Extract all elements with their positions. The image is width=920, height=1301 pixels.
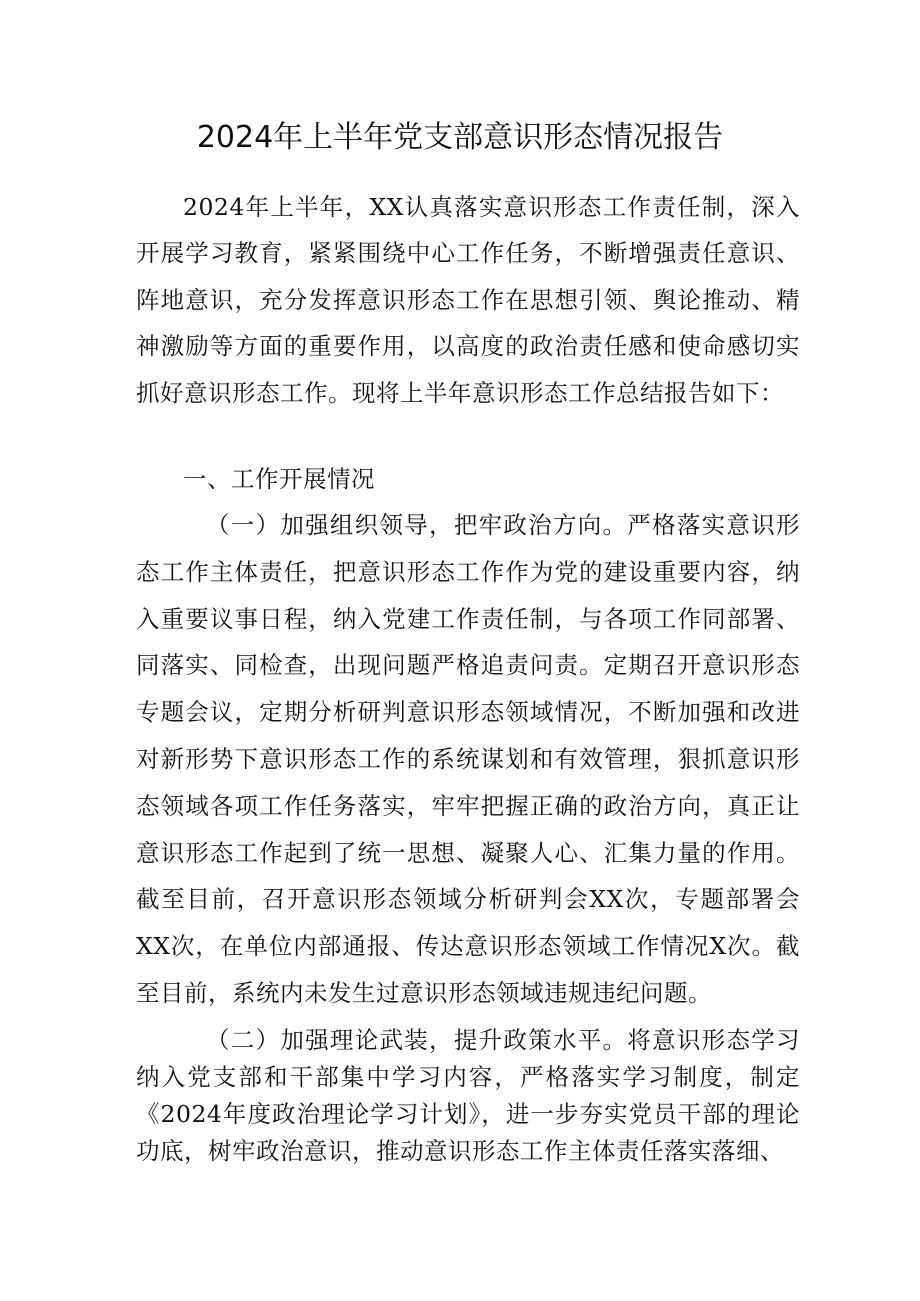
item-1-paragraph: （一）加强组织领导，把牢政治方向。严格落实意识形态工作主体责任，把意识形态工作作为党的建设重要内容，纳入重要议事日程，纳入党建工作责任制，与各项工作同部署、同落实、同检查，出现问题严格追责问责。定期召开意识形态专题会议，定期分析研判意识形态领域情况，不断加强和改进对新形势下意识形态工作的系统谋划和有效管理，狠抓意识形态领域各项工作任务落实，牢牢把握正确的政治方向，真正让意识形态工作起到了统一思想、凝聚人心、汇集力量的作用。截至目前，召开意识形态领域分析研判会XX次，专题部署会XX次，在单位内部通报、传达意识形态领域工作情况X次。截至目前，系统内未发生过意识形态领域违规违纪问题。	[136, 511, 800, 1007]
item-2-paragraph: （二）加强理论武装，提升政策水平。将意识形态学习纳入党支部和干部集中学习内容，严格落实学习制度，制定《2024年度政治理论学习计划》，进一步夯实党员干部的理论功底，树牢政治意识，推动意识形态工作主体责任落实落细、	[136, 1026, 800, 1165]
document-title: 2024年上半年党支部意识形态情况报告	[196, 120, 724, 155]
intro-paragraph: 2024年上半年，XX认真落实意识形态工作责任制，深入开展学习教育，紧紧围绕中心工作任务，不断增强责任意识、阵地意识，充分发挥意识形态工作在思想引领、舆论推动、精神激励等方面的重要作用，以高度的政治责任感和使命感切实抓好意识形态工作。现将上半年意识形态工作总结报告如下：	[136, 193, 800, 407]
section-heading: 一、工作开展情况	[183, 465, 375, 493]
